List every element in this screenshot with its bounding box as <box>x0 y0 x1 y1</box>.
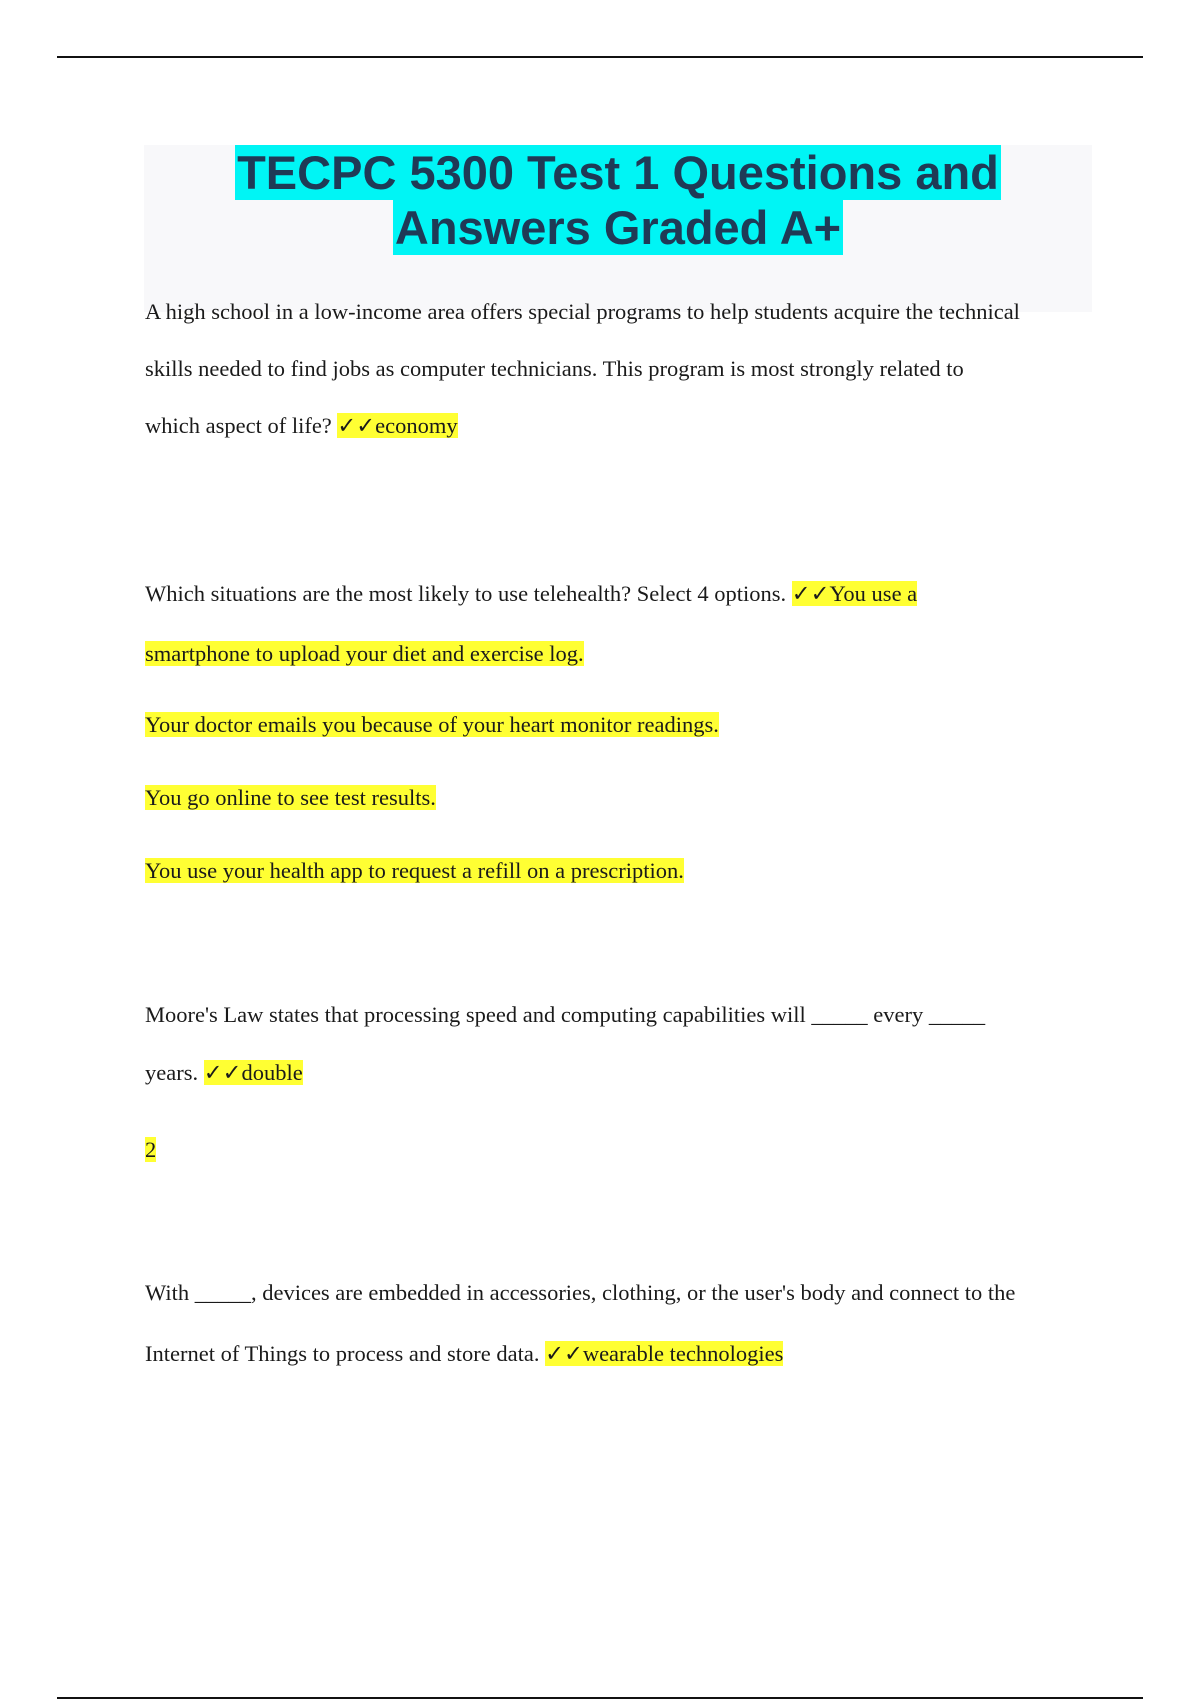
question-text-line: Moore's Law states that processing speed and computing capabilities will _____ every _____ <box>145 1002 986 1027</box>
question-text-line: skills needed to find jobs as computer technicians. This program is most strongly related to <box>145 356 964 381</box>
question-text-line <box>145 1339 783 1369</box>
answer-line <box>145 710 719 740</box>
answer-highlight: You use your health app to request a refill on a prescription. <box>145 858 684 883</box>
answer-line <box>145 856 684 886</box>
question-text: years. <box>145 1060 204 1085</box>
answer-highlight: ✓✓wearable technologies <box>545 1341 784 1366</box>
question-text-line <box>145 1058 303 1088</box>
question-text: Which situations are the most likely to use telehealth? Select 4 options. <box>145 581 792 606</box>
answer-highlight: ✓✓economy <box>337 413 458 438</box>
question-text: which aspect of life? <box>145 413 338 438</box>
answer-highlight: ✓✓You use a <box>791 581 918 606</box>
question-text-line <box>145 579 917 609</box>
title-line-2: Answers Graded A+ <box>394 201 842 254</box>
title-line-1: TECPC 5300 Test 1 Questions and <box>237 146 999 199</box>
question-text-line: With _____, devices are embedded in accessories, clothing, or the user's body and connect to the <box>145 1280 1016 1305</box>
question-text-line: A high school in a low-income area offers special programs to help students acquire the technical <box>145 299 1020 324</box>
answer-line <box>145 1135 156 1165</box>
answer-line <box>145 783 436 813</box>
header-rule <box>57 56 1143 58</box>
footer-rule <box>57 1697 1143 1699</box>
question-text: Internet of Things to process and store data. <box>145 1341 546 1366</box>
answer-highlight: Your doctor emails you because of your heart monitor readings. <box>145 712 719 737</box>
answer-highlight: ✓✓double <box>203 1060 303 1085</box>
title-box <box>144 145 1092 312</box>
answer-highlight: You go online to see test results. <box>145 785 436 810</box>
answer-highlight: smartphone to upload your diet and exercise log. <box>145 641 584 666</box>
question-text-line <box>145 411 458 441</box>
answer-highlight: 2 <box>145 1137 157 1162</box>
answer-line <box>145 639 584 669</box>
document-title <box>144 145 1092 255</box>
